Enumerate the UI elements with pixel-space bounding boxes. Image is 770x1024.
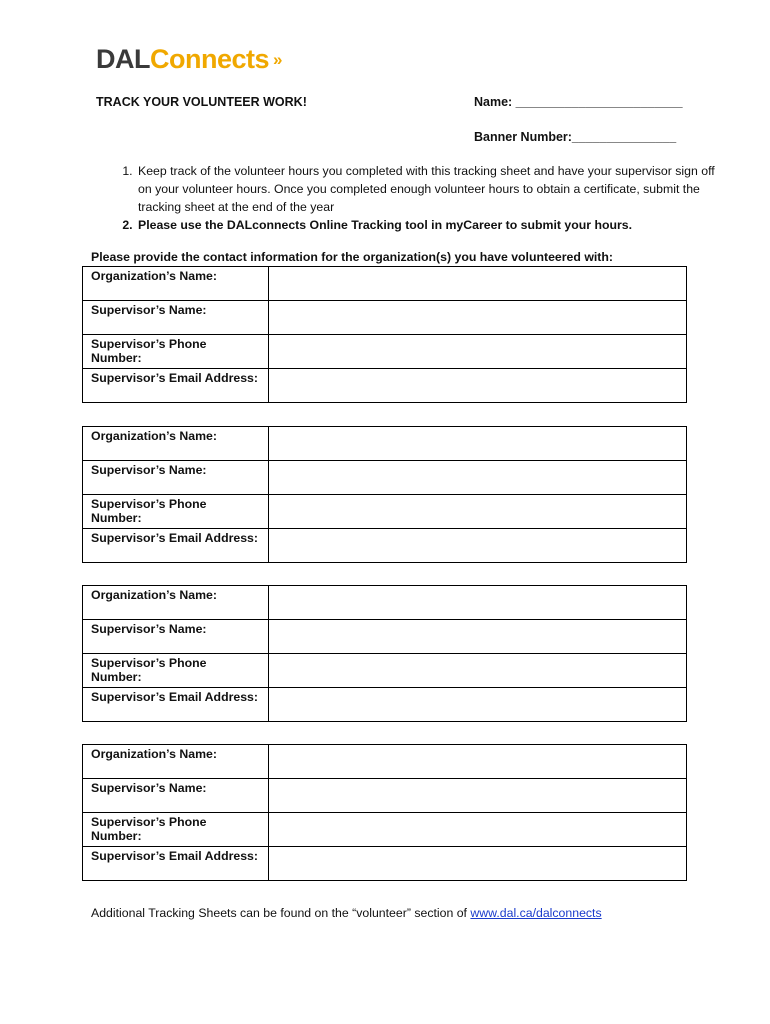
table-row	[83, 654, 687, 688]
logo-connects: Connects	[150, 44, 270, 74]
org-name-label: Organization’s Name:	[83, 427, 269, 461]
org-name-input[interactable]	[269, 586, 687, 620]
table-row	[83, 813, 687, 847]
supervisor-phone-input[interactable]	[269, 495, 687, 529]
org-name-input[interactable]	[269, 427, 687, 461]
supervisor-email-label: Supervisor’s Email Address:	[83, 529, 269, 563]
supervisor-name-label: Supervisor’s Name:	[83, 461, 269, 495]
supervisor-name-input[interactable]	[269, 301, 687, 335]
organization-table	[82, 744, 687, 881]
table-row	[83, 267, 687, 301]
org-name-label: Organization’s Name:	[83, 745, 269, 779]
contact-info-prompt: Please provide the contact information for the organization(s) you have volunteered with:	[91, 250, 614, 264]
org-name-input[interactable]	[269, 745, 687, 779]
supervisor-phone-input[interactable]	[269, 813, 687, 847]
supervisor-email-input[interactable]	[269, 847, 687, 881]
banner-number-field[interactable]: Banner Number:_______________	[474, 130, 677, 144]
org-name-label: Organization’s Name:	[83, 586, 269, 620]
supervisor-phone-input[interactable]	[269, 335, 687, 369]
org-name-input[interactable]	[269, 267, 687, 301]
table-row	[83, 779, 687, 813]
instruction-item: 1. Keep track of the volunteer hours you completed with this tracking sheet and have your supervisor sign off on your volunteer hours. Once you completed enough volunteer hours to obtain a certificate, submit the tracking sheet at the end of the year	[136, 162, 726, 216]
table-row	[83, 688, 687, 722]
table-row	[83, 620, 687, 654]
supervisor-name-input[interactable]	[269, 779, 687, 813]
supervisor-email-input[interactable]	[269, 529, 687, 563]
footer-text: Additional Tracking Sheets can be found on the “volunteer” section of	[91, 906, 471, 920]
instructions-list	[96, 162, 726, 234]
organization-table	[82, 426, 687, 563]
table-row	[83, 461, 687, 495]
table-row	[83, 745, 687, 779]
footer-note	[91, 906, 602, 920]
table-row	[83, 369, 687, 403]
supervisor-email-label: Supervisor’s Email Address:	[83, 688, 269, 722]
double-chevron-icon: »	[273, 50, 282, 69]
supervisor-email-input[interactable]	[269, 369, 687, 403]
table-row	[83, 335, 687, 369]
organization-table	[82, 585, 687, 722]
organization-table	[82, 266, 687, 403]
supervisor-email-label: Supervisor’s Email Address:	[83, 847, 269, 881]
table-row	[83, 586, 687, 620]
supervisor-phone-label: Supervisor’s Phone Number:	[83, 654, 269, 688]
table-row	[83, 495, 687, 529]
logo-dal: DAL	[96, 44, 150, 74]
dalconnects-logo	[96, 44, 282, 75]
supervisor-email-input[interactable]	[269, 688, 687, 722]
supervisor-name-label: Supervisor’s Name:	[83, 779, 269, 813]
supervisor-phone-label: Supervisor’s Phone Number:	[83, 813, 269, 847]
instruction-item: 2. Please use the DALconnects Online Tracking tool in myCareer to submit your hours.	[136, 216, 726, 234]
table-row	[83, 529, 687, 563]
table-row	[83, 847, 687, 881]
supervisor-phone-label: Supervisor’s Phone Number:	[83, 335, 269, 369]
supervisor-phone-label: Supervisor’s Phone Number:	[83, 495, 269, 529]
table-row	[83, 427, 687, 461]
dalconnects-link[interactable]: www.dal.ca/dalconnects	[470, 906, 602, 920]
name-field[interactable]: Name: ________________________	[474, 95, 683, 109]
supervisor-email-label: Supervisor’s Email Address:	[83, 369, 269, 403]
supervisor-name-input[interactable]	[269, 620, 687, 654]
supervisor-phone-input[interactable]	[269, 654, 687, 688]
table-row	[83, 301, 687, 335]
supervisor-name-input[interactable]	[269, 461, 687, 495]
org-name-label: Organization’s Name:	[83, 267, 269, 301]
supervisor-name-label: Supervisor’s Name:	[83, 620, 269, 654]
page-title: TRACK YOUR VOLUNTEER WORK!	[96, 95, 307, 109]
supervisor-name-label: Supervisor’s Name:	[83, 301, 269, 335]
